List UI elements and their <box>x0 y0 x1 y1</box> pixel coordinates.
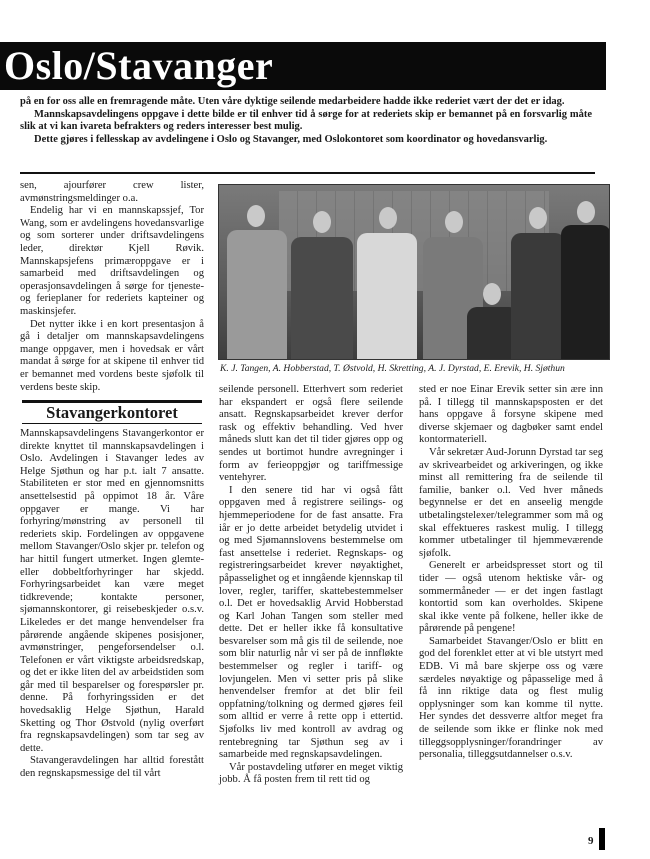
person-figure <box>227 230 287 360</box>
person-figure <box>511 233 565 360</box>
column-1-bottom <box>20 428 204 781</box>
person-head <box>379 207 397 229</box>
body-paragraph: Generelt er arbeidspresset stort og til tider — også utenom hektiske vår- og sommermåneder — er det ingen fastlagt kontortid som kan overholdes. Skipene skal ikke vente på folkene, heller ikke de pårørende på pengene! <box>419 560 603 635</box>
photo-caption: K. J. Tangen, A. Hobberstad, T. Østvold, H. Skretting, A. J. Dyrstad, E. Erevik, H. Sjøthun <box>220 363 565 374</box>
body-paragraph: I den senere tid har vi også fått oppgaven med å registrere seilings- og hjemmeperiodene for de fast ansatte. Fra iår er jo dette arbeidet betydelig utvidet i og med Sjømannslovens bestemmelse om fast ansettelse i rederiet. Regnskaps- og registreringsarbeidet krever nøyaktighet, påpasselighet og et inngående kjennskap til lover, regler, tariffer, skattebestemmelser o.l. Det er hovedsaklig Arvid Hobberstad og Karl Johan Tangen som steller med dette. Det er heller ikke få konsultative besvarelser som må gis til de seilende, noe som blir naturlig når vi ser på de innfløkte bestemmelser og regler i tariff- og lovjungelen. Men vi setter pris på slike henvendelser fremfor at det blir feil oppfatning/tolkning og dermed gjøres feil som alltid er verre å rette opp i ettertid. Sjøfolks liv med kontroll av avdrag og rentebregning tar Sjøthun seg av i samarbeide med regnskapsavdelingen. <box>219 484 403 761</box>
person-head <box>577 201 595 223</box>
person-head <box>445 211 463 233</box>
person-figure <box>561 225 610 360</box>
intro-paragraph: på en for oss alle en fremragende måte. Uten våre dyktige seilende medarbeidere hadde ikke rederiet vært der det er idag. <box>20 96 565 107</box>
intro-paragraph: Dette gjøres i fellesskap av avdelingene i Oslo og Stavanger, med Oslokontoret som koordinator og hovedansvarlig. <box>34 133 548 145</box>
body-paragraph: sen, ajourfører crew lister, avmønstringsmeldinger o.a. <box>20 180 204 204</box>
section-heading: Stavangerkontoret <box>22 400 202 424</box>
body-paragraph: Stavangeravdelingen har alltid forestått den regnskapsmessige del til vårt <box>20 755 204 780</box>
body-paragraph: sted er noe Einar Erevik setter sin ære inn på. I tillegg til mannskapsposten er det hans oppgave å forsyne skipene med diverse skjemaer og dagbøker samt endel kontormateriell. <box>419 384 603 446</box>
page-number: 9 <box>588 835 594 847</box>
body-paragraph: Vår sekretær Aud-Jorunn Dyrstad tar seg av skrivearbeidet og arkiveringen, og ikke minst all remittering fra de seilende til familie, banker o.l. Ved hver måneds begynnelse er det en anseelig mengde utbetalingstelexer/telegrammer som må og skal effektueres raskest mulig. I tillegg kommer utbetalinger til hjemmeværende sjøfolk. <box>419 446 603 559</box>
divider <box>20 172 595 174</box>
page-title: Oslo/Stavanger <box>4 43 274 88</box>
page-marker <box>599 828 605 850</box>
body-paragraph: Endelig har vi en mannskapssjef, Tor Wang, som er avdelingens hovedansvarlige og som sorterer under driftsavdelingens leder, direktør Kjell Røvik. Mannskapsjefens primæroppgave er i samarbeid med driftsavdelingen og operasjonsavdelingen å sørge for tjeneste- og ferieplaner for rederiets kapteiner og maskinsjefer. <box>20 205 204 317</box>
body-paragraph: Mannskapsavdelingens Stavangerkontor er direkte knyttet til mannskapsavdelingen i Oslo. Avdelingen i Stavanger ledes av Helge Sjøthun og har p.t. ialt 7 ansatte. Stabiliteten er stor med en gjennomsnitts ansettelsestid på oppimot 18 år. Våre oppgaver er mange. Vi har forhyring/mønstring av personell til rederiets skip. Fordelingen av oppgavene mellom Stavanger/Oslo skjer pr. telefon og har hittil fungert utmerket. Ingen glemte- eller dobbeltforhyringer har skjedd. Forhyringsarbeidet kan være meget tidkrevende; kontakte personer, sjømannskontorer, gi reisebeskjeder o.s.v. Likeledes er det mange henvendelser fra pårørende angående skipenes posisjoner, avmønstringer, pengeforsendelser o.l. Telefonen er vårt viktigste arbeidsredskap, og det er ikke liten del av arbeidstiden som går med til besparelser og forespørsler pr. denne. På forhyringssiden er det hovedsaklig Helge Sjøthun, Harald Sketting og Thor Østvold (nylig overført fra regnskapsavdelingen) som tar seg av dette. <box>20 428 204 754</box>
intro-text <box>20 96 592 146</box>
column-3 <box>419 384 603 762</box>
staff-photo <box>218 184 610 360</box>
person-figure <box>357 233 417 360</box>
intro-paragraph: Mannskapsavdelingens oppgave i dette bilde er til enhver tid å sørge for at rederiets skip er bemannet på en forsvarlig måte slik at vi kan ivareta befrakters og reders interesser best mulig. <box>20 108 592 132</box>
person-head <box>313 211 331 233</box>
column-1-top <box>20 180 204 394</box>
body-paragraph: Det nytter ikke i en kort presentasjon å gå i detaljer om mannskapsavdelingens mange oppgaver, men i hovedsak er vårt mandat å sørge for at skipene til enhver tid er bemannet med vordens beste sjøfolk til verdens beste skip. <box>20 318 204 393</box>
body-paragraph: Vår postavdeling utfører en meget viktig jobb. Å få posten frem til rett tid og <box>219 761 403 786</box>
person-head <box>529 207 547 229</box>
column-2 <box>219 384 403 787</box>
person-head <box>483 283 501 305</box>
person-head <box>247 205 265 227</box>
person-figure <box>291 237 353 360</box>
body-paragraph: Samarbeidet Stavanger/Oslo er blitt en god del forenklet etter at vi ble utstyrt med EDB. Vi må bare skjerpe oss og være særdeles nøyaktige og påpasselige med å få inn riktige data og flest mulig opplysninger som kan komme til nytte. Her syndes det dessverre altfor meget fra de seilende som ikke er flinke nok med tilleggsopplysninger/forandringer av personalia, tilleggsutdannelser o.s.v. <box>419 635 603 761</box>
body-paragraph: seilende personell. Etterhvert som rederiet har ekspandert er også flere seilende ansatt. Regnskapsarbeidet krever derfor rask og effektiv behandling. Ved hver måneds slutt kan det til tider gjøres opp og sendes ut bortimot hundre avregninger i form av ferieoppgjør og tariffmessige ventehyrer. <box>219 384 403 484</box>
